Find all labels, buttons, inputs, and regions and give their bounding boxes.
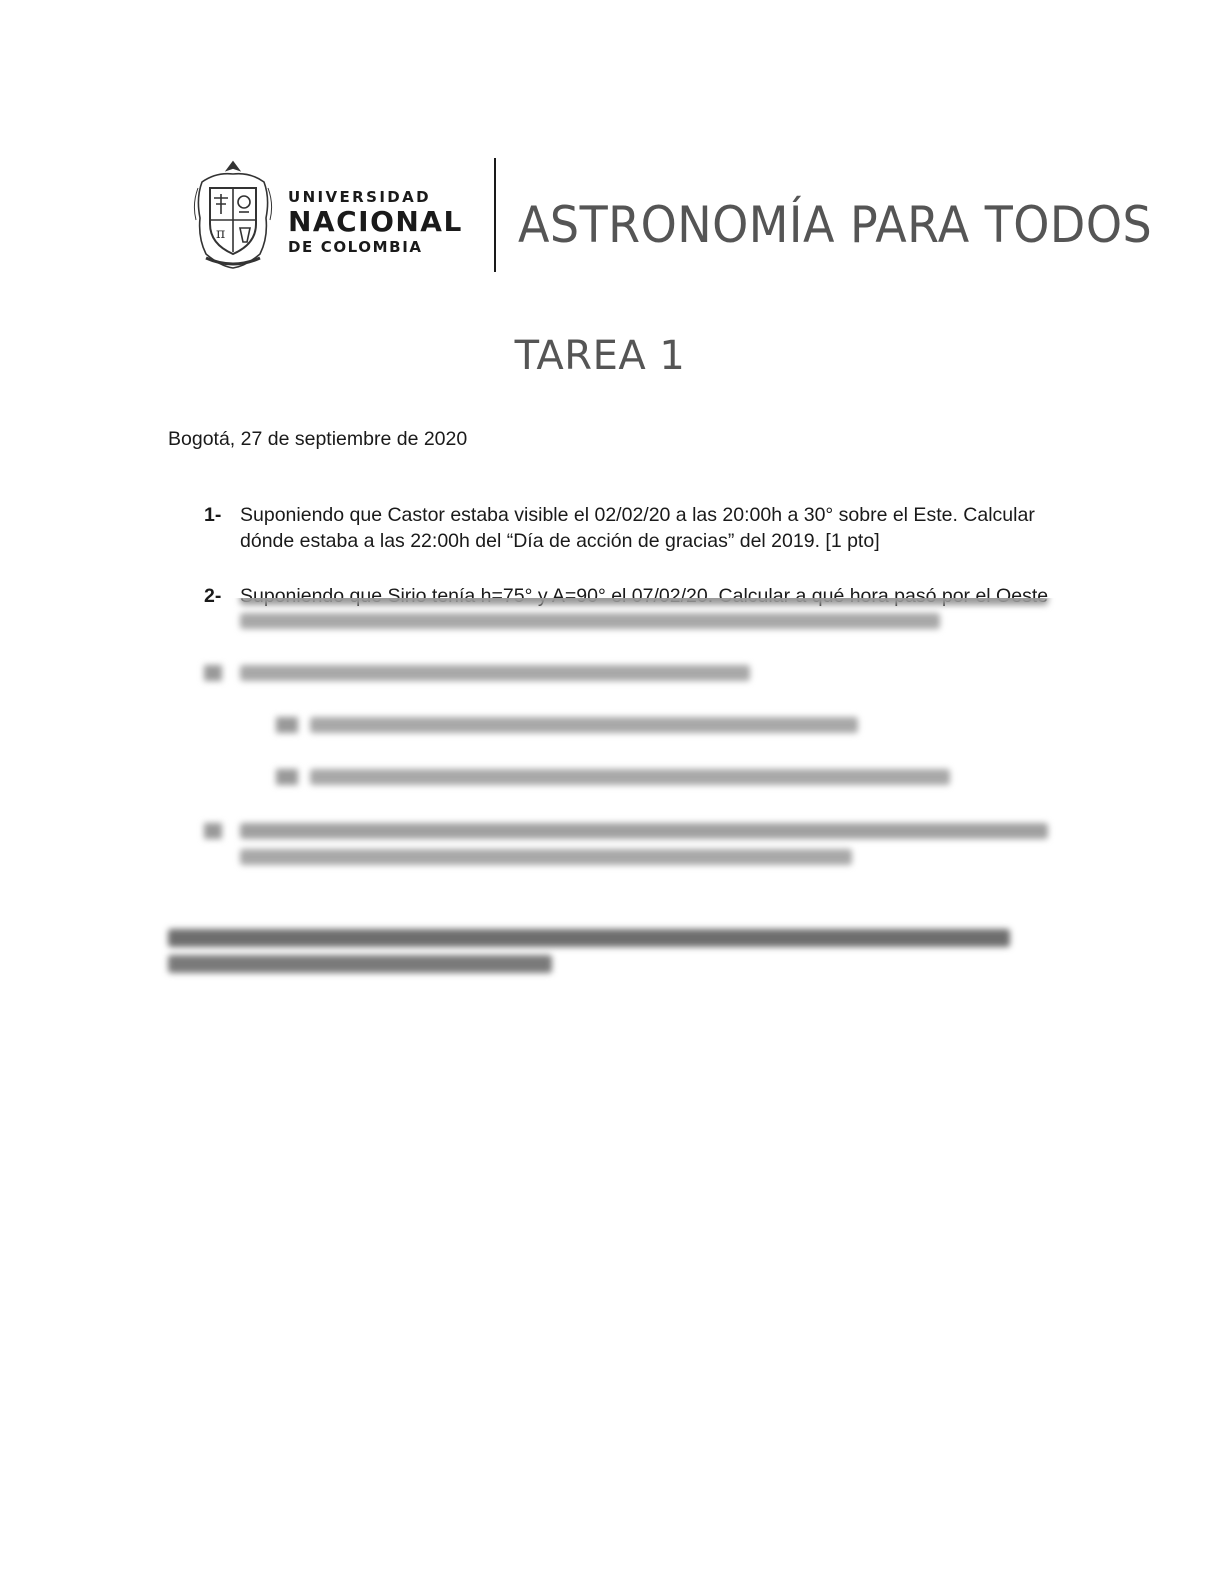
svg-text:π: π xyxy=(216,226,226,242)
header-divider xyxy=(494,158,496,272)
university-name xyxy=(288,188,463,256)
university-line-3: DE COLOMBIA xyxy=(288,238,423,256)
university-line-1: UNIVERSIDAD xyxy=(288,188,432,206)
university-crest-logo xyxy=(192,158,274,270)
blurred-content xyxy=(0,598,1224,998)
university-line-2: NACIONAL xyxy=(288,205,463,238)
program-title: ASTRONOMÍA PARA TODOS xyxy=(518,196,1153,254)
document-title: TAREA 1 xyxy=(514,333,686,379)
question-2-text: Suponiendo que Sirio tenía h=75° y A=90° el 07/02/20. Calcular a qué hora pasó por el Oeste xyxy=(240,585,1049,607)
question-1-number: 1- xyxy=(204,504,222,526)
question-2-number: 2- xyxy=(204,585,222,607)
question-1-text: Suponiendo que Castor estaba visible el 02/02/20 a las 20:00h a 30° sobre el Este. Calcular dónde estaba a las 22:00h del “Día de acción de gracias” del 2019. [1 pto] xyxy=(240,504,1035,552)
document-date: Bogotá, 27 de septiembre de 2020 xyxy=(168,428,468,450)
